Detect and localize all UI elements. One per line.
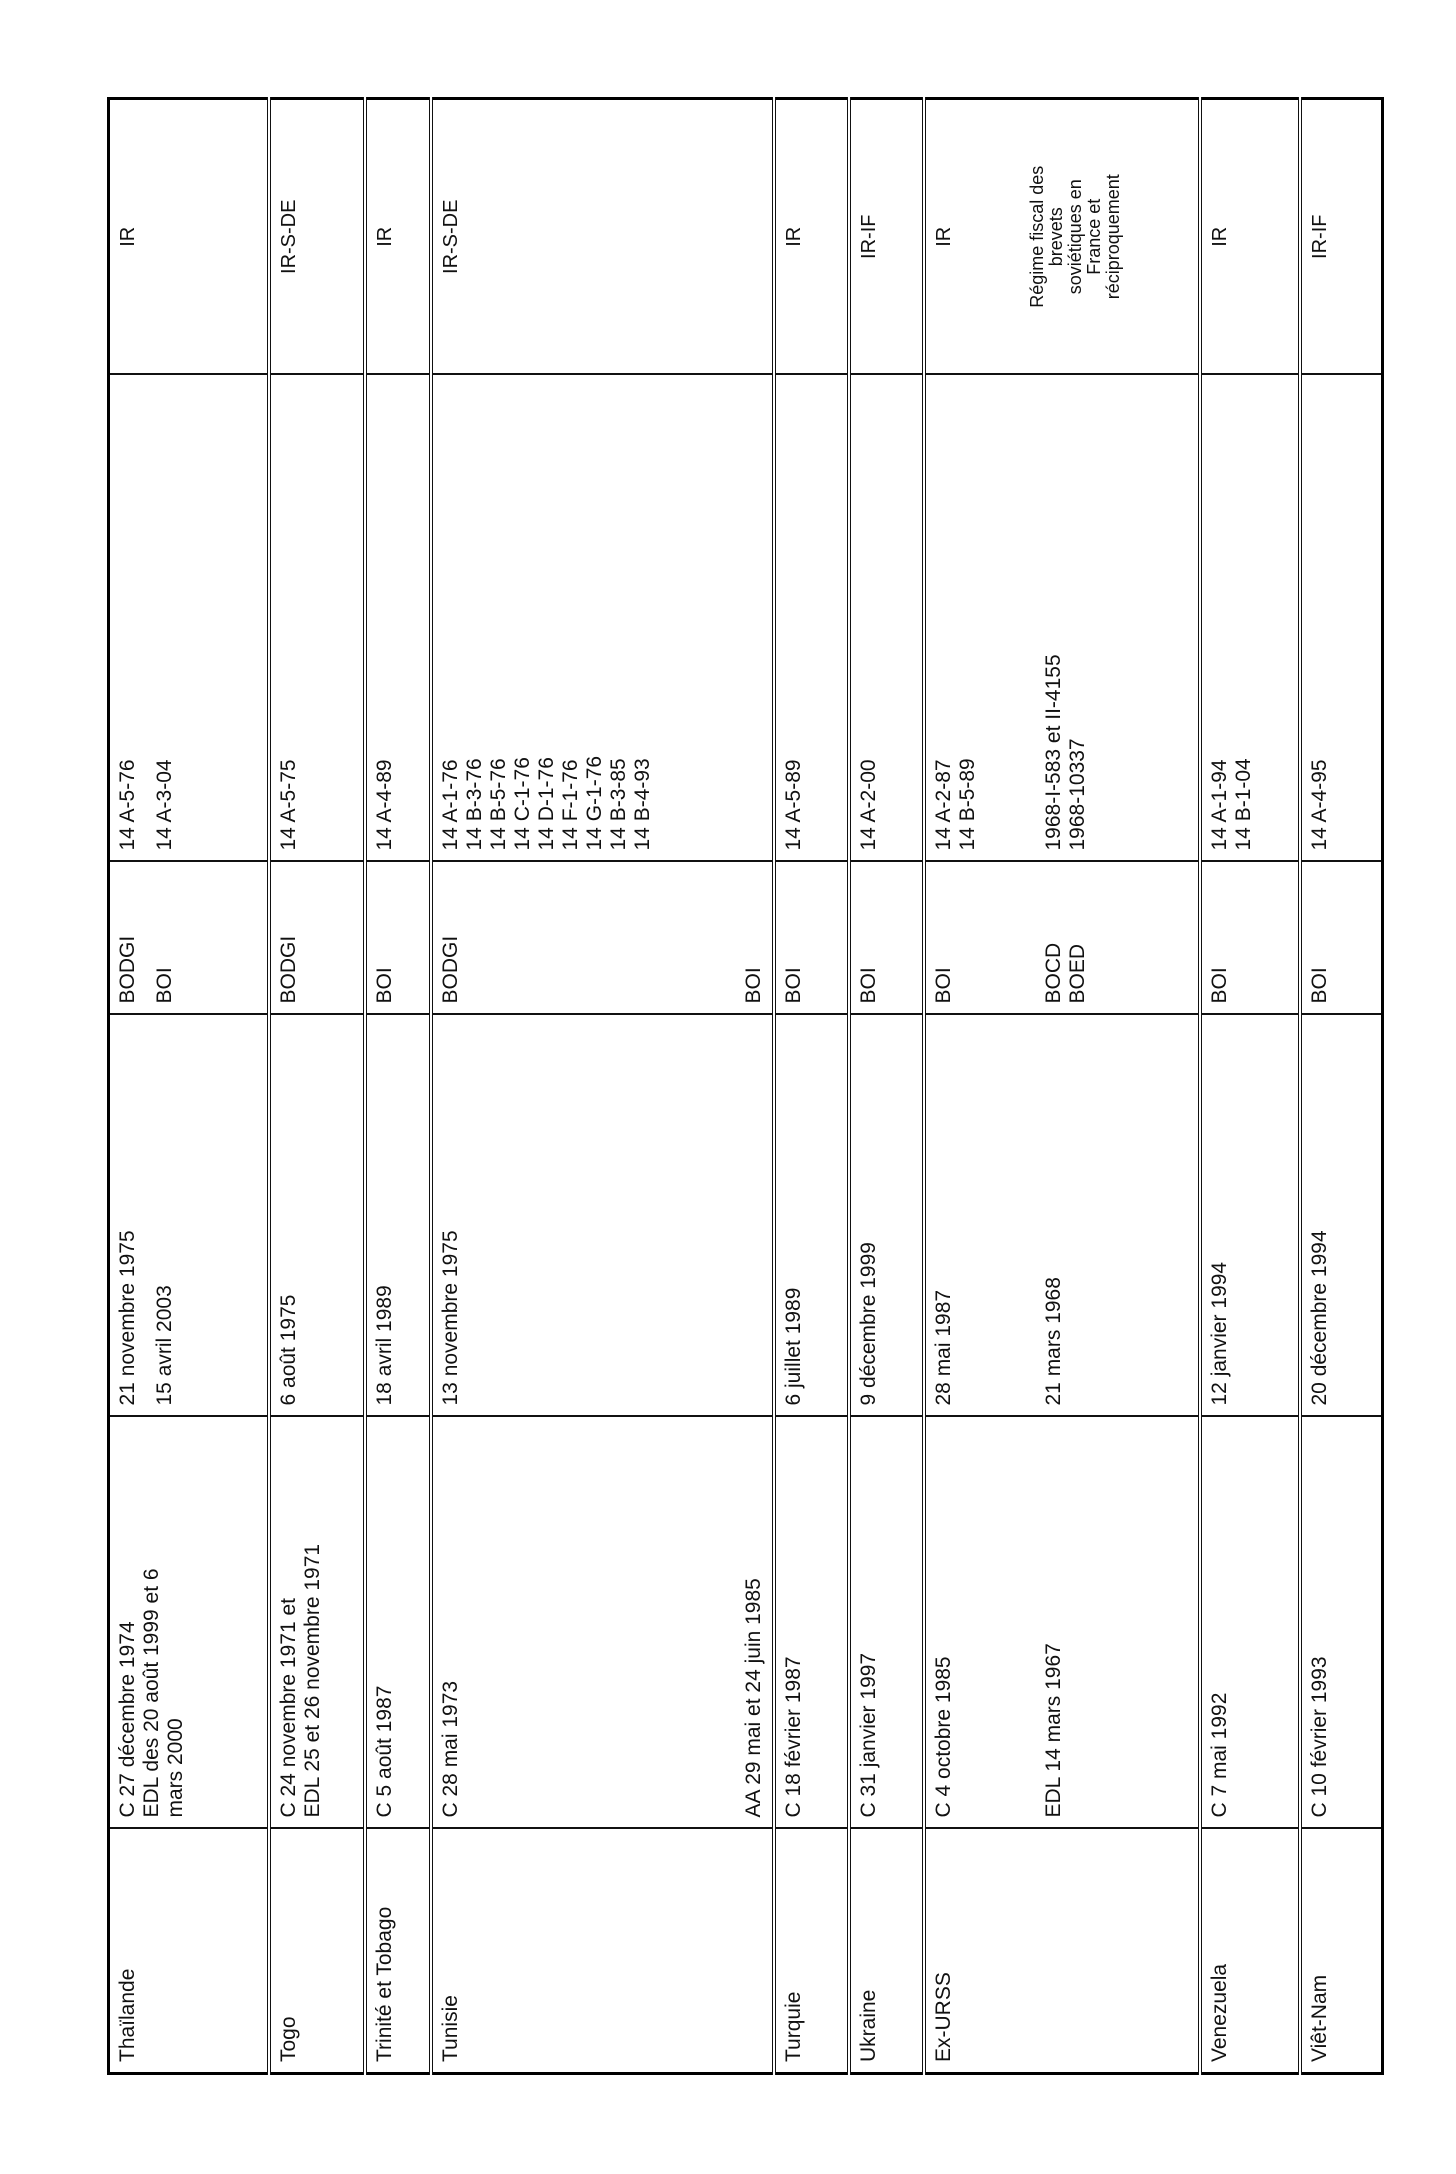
bulletin-cell: BOI bbox=[849, 862, 924, 1015]
convention-cell: C 7 mai 1992 bbox=[1200, 1417, 1300, 1829]
country-cell: Viêt-Nam bbox=[1300, 1829, 1382, 2074]
publication-date-cell: 9 décembre 1999 bbox=[849, 1015, 924, 1417]
table-row bbox=[924, 99, 1200, 2074]
conventions-table bbox=[107, 97, 1384, 2075]
country-cell: Venezuela bbox=[1200, 1829, 1300, 2074]
table-row bbox=[1200, 99, 1300, 2074]
bulletin-cell: BOI bbox=[365, 862, 431, 1015]
convention-cell: C 31 janvier 1997 bbox=[849, 1417, 924, 1829]
tax-type-cell: IR-S-DE bbox=[431, 99, 775, 375]
reference-cell: 14 A-2-87 14 B-5-89 1968-I-583 et II-4155 1968-10337 bbox=[924, 375, 1200, 862]
publication-date-cell: 20 décembre 1994 bbox=[1300, 1015, 1382, 1417]
country-cell: Togo bbox=[269, 1829, 365, 2074]
tax-type-cell: IR Régime fiscal des brevets soviétiques en France et réciproquement bbox=[924, 99, 1200, 375]
publication-date-cell: 12 janvier 1994 bbox=[1200, 1015, 1300, 1417]
bulletin-cell: BODGI bbox=[269, 862, 365, 1015]
tax-type-cell: IR bbox=[774, 99, 849, 375]
tax-note: Régime fiscal des brevets soviétiques en France et réciproquement bbox=[1027, 165, 1124, 308]
table-row bbox=[1300, 99, 1382, 2074]
publication-date-cell: 21 novembre 1975 15 avril 2003 bbox=[109, 1015, 269, 1417]
bulletin-cell: BOI bbox=[1200, 862, 1300, 1015]
tax-type-cell: IR-S-DE bbox=[269, 99, 365, 375]
convention-cell: C 24 novembre 1971 et EDL 25 et 26 novembre 1971 bbox=[269, 1417, 365, 1829]
reference-cell: 14 A-5-75 bbox=[269, 375, 365, 862]
bulletin-cell: BODGI BOI bbox=[431, 862, 775, 1015]
country-cell: Trinité et Tobago bbox=[365, 1829, 431, 2074]
table-row bbox=[269, 99, 365, 2074]
tax-type-cell: IR bbox=[109, 99, 269, 375]
country-cell: Tunisie bbox=[431, 1829, 775, 2074]
reference-cell: 14 A-5-89 bbox=[774, 375, 849, 862]
convention-cell: C 4 octobre 1985 EDL 14 mars 1967 bbox=[924, 1417, 1200, 1829]
convention-cell: C 10 février 1993 bbox=[1300, 1417, 1382, 1829]
publication-date-cell: 18 avril 1989 bbox=[365, 1015, 431, 1417]
country-cell: Thaïlande bbox=[109, 1829, 269, 2074]
publication-date-cell: 6 août 1975 bbox=[269, 1015, 365, 1417]
country-cell: Turquie bbox=[774, 1829, 849, 2074]
table-row bbox=[365, 99, 431, 2074]
table-row bbox=[431, 99, 775, 2074]
convention-cell: C 18 février 1987 bbox=[774, 1417, 849, 1829]
bulletin-cell: BOI BOCD BOED bbox=[924, 862, 1200, 1015]
reference-cell: 14 A-4-95 bbox=[1300, 375, 1382, 862]
table-row bbox=[849, 99, 924, 2074]
convention-cell: C 27 décembre 1974 EDL des 20 août 1999 et 6 mars 2000 bbox=[109, 1417, 269, 1829]
reference-cell: 14 A-2-00 bbox=[849, 375, 924, 862]
publication-date-cell: 13 novembre 1975 bbox=[431, 1015, 775, 1417]
bulletin-cell: BOI bbox=[774, 862, 849, 1015]
reference-cell: 14 A-5-76 14 A-3-04 bbox=[109, 375, 269, 862]
country-cell: Ukraine bbox=[849, 1829, 924, 2074]
bulletin-cell: BODGI BOI bbox=[109, 862, 269, 1015]
convention-cell: C 28 mai 1973 AA 29 mai et 24 juin 1985 bbox=[431, 1417, 775, 1829]
rotated-page bbox=[107, 100, 1384, 2075]
publication-date-cell: 6 juillet 1989 bbox=[774, 1015, 849, 1417]
reference-cell: 14 A-1-76 14 B-3-76 14 B-5-76 14 C-1-76 14 D-1-76 14 F-1-76 14 G-1-76 14 B-3-85 14 B-4-93 bbox=[431, 375, 775, 862]
publication-date-cell: 28 mai 1987 21 mars 1968 bbox=[924, 1015, 1200, 1417]
table-row bbox=[774, 99, 849, 2074]
tax-type-cell: IR bbox=[1200, 99, 1300, 375]
reference-cell: 14 A-4-89 bbox=[365, 375, 431, 862]
tax-type-cell: IR-IF bbox=[849, 99, 924, 375]
bulletin-cell: BOI bbox=[1300, 862, 1382, 1015]
reference-cell: 14 A-1-94 14 B-1-04 bbox=[1200, 375, 1300, 862]
tax-type-cell: IR bbox=[365, 99, 431, 375]
country-cell: Ex-URSS bbox=[924, 1829, 1200, 2074]
tax-type-cell: IR-IF bbox=[1300, 99, 1382, 375]
table-row bbox=[109, 99, 269, 2074]
convention-cell: C 5 août 1987 bbox=[365, 1417, 431, 1829]
